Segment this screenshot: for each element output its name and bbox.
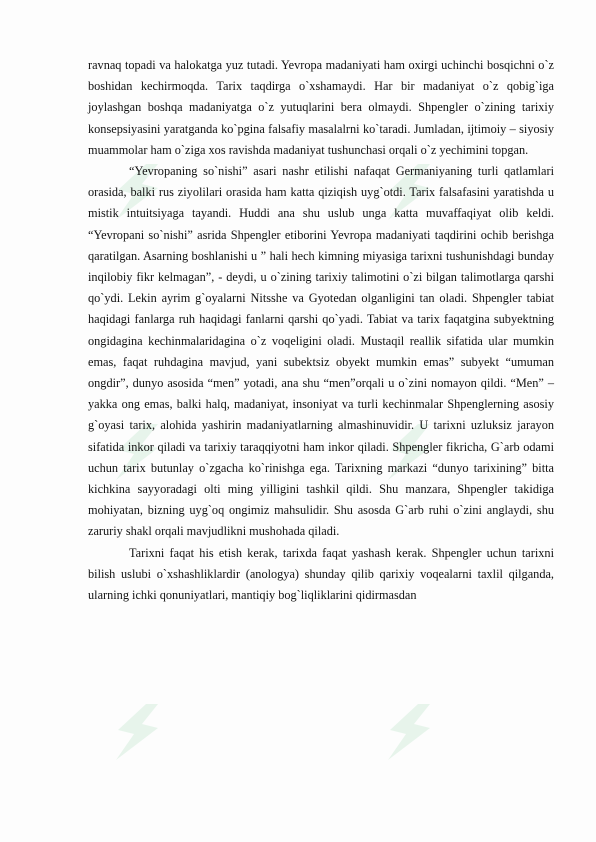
body-text [88, 55, 554, 606]
paragraph-3: Tarixni faqat his etish kerak, tarixda faqat yashash kerak. Shpengler uchun tarixni bilish uslubi o`xshashliklardir (anologya) shunday qilib qarixiy voqealarni taxlil qilganda, ularning ichki qonuniyatlari, mantiqiy bog`liqliklarini qidirmasdan [88, 545, 554, 603]
watermark-logo-icon [108, 700, 168, 764]
paragraph-2: “Yevropaning so`nishi” asari nashr etilishi nafaqat Germaniyaning turli qatlamlari orasida, balki rus ziyolilari orasida ham katta qiziqish uyg`otdi. Tarix falsafasini yaratishda u mistik intuitsiyaga tayandi. Huddi ana shu uslub unga katta muvaffaqiyat olib keldi. “Yevropani so`nishi” asrida Shpengler etiborini Yevropa madaniyati taqdirini ochib berishga qaratilgan. Asarning boshlanishi u ” hali hech kimning miyasiga tarixni tushunishdagi bunday inqilobiy fikr kelmagan”, - deydi, u o`zining tarixiy talimotini o`zi bilgan talimotlarga qarshi qo`ydi. Lekin ayrim g`oyalarni Nitsshe va Gyotedan olganligini tan oladi. Shpengler tabiat haqidagi fanlarga ruh haqidagi fanlarni qarshi qo`yadi. Tabiat va tarix faqatgina subyektning ongidagina kechinmalaridagina o`z voqeligini oladi. Mustaqil reallik sifatida ular mumkin emas, faqat ruhdagina mavjud, yani subektsiz obyekt mumkin emas” subyekt “umuman ongdir”, dunyo asosida “men” yotadi, ana shu “men”orqali u o`zini nomayon qildi. “Men” – yakka ong emas, balki halq, madaniyat, insoniyat va turli kechinmalar Shpenglerning asosiy g`oyasi tarix, alohida yashirin madaniyatlarning almashinuvidir. U tarixni uzluksiz jarayon sifatida inkor qiladi va tarixiy taraqqiyotni ham inkor qiladi. Shpengler fikricha, G`arb odami uchun tarix butunlay o`zgacha ko`rinishga ega. Tarixning markazi “dunyo tarixining” bitta kichkina sayyoradagi olti ming yilligini tashkil qildi. Shu manzara, Shpengler takidiga mohiyatan, bizning uyg`oq ongimiz mahsulidir. Shu asosda G`arb ruhi o`zini anglaydi, shu zaruriy shakl orqali mavjudlikni mushohada qiladi. [88, 164, 554, 539]
watermark-logo-icon [380, 700, 440, 764]
paragraph-1: ravnaq topadi va halokatga yuz tutadi. Yevropa madaniyati ham oxirgi uchinchi bosqichni o`z boshidan kechirmoqda. Tarix taqdirga o`xshamaydi. Har bir madaniyat o`z qobig`iga joylashgan boshqa madaniyatga o`z yutuqlarini bera olmaydi. Shpengler o`zining tarixiy konsepsiyasini yaratganda ko`pgina falsafiy masalalrni ko`taradi. Jumladan, ijtimoiy – siyosiy muammolar ham o`ziga xos ravishda madaniyat tushunchasi orqali o`z yechimini topgan. [88, 58, 554, 157]
